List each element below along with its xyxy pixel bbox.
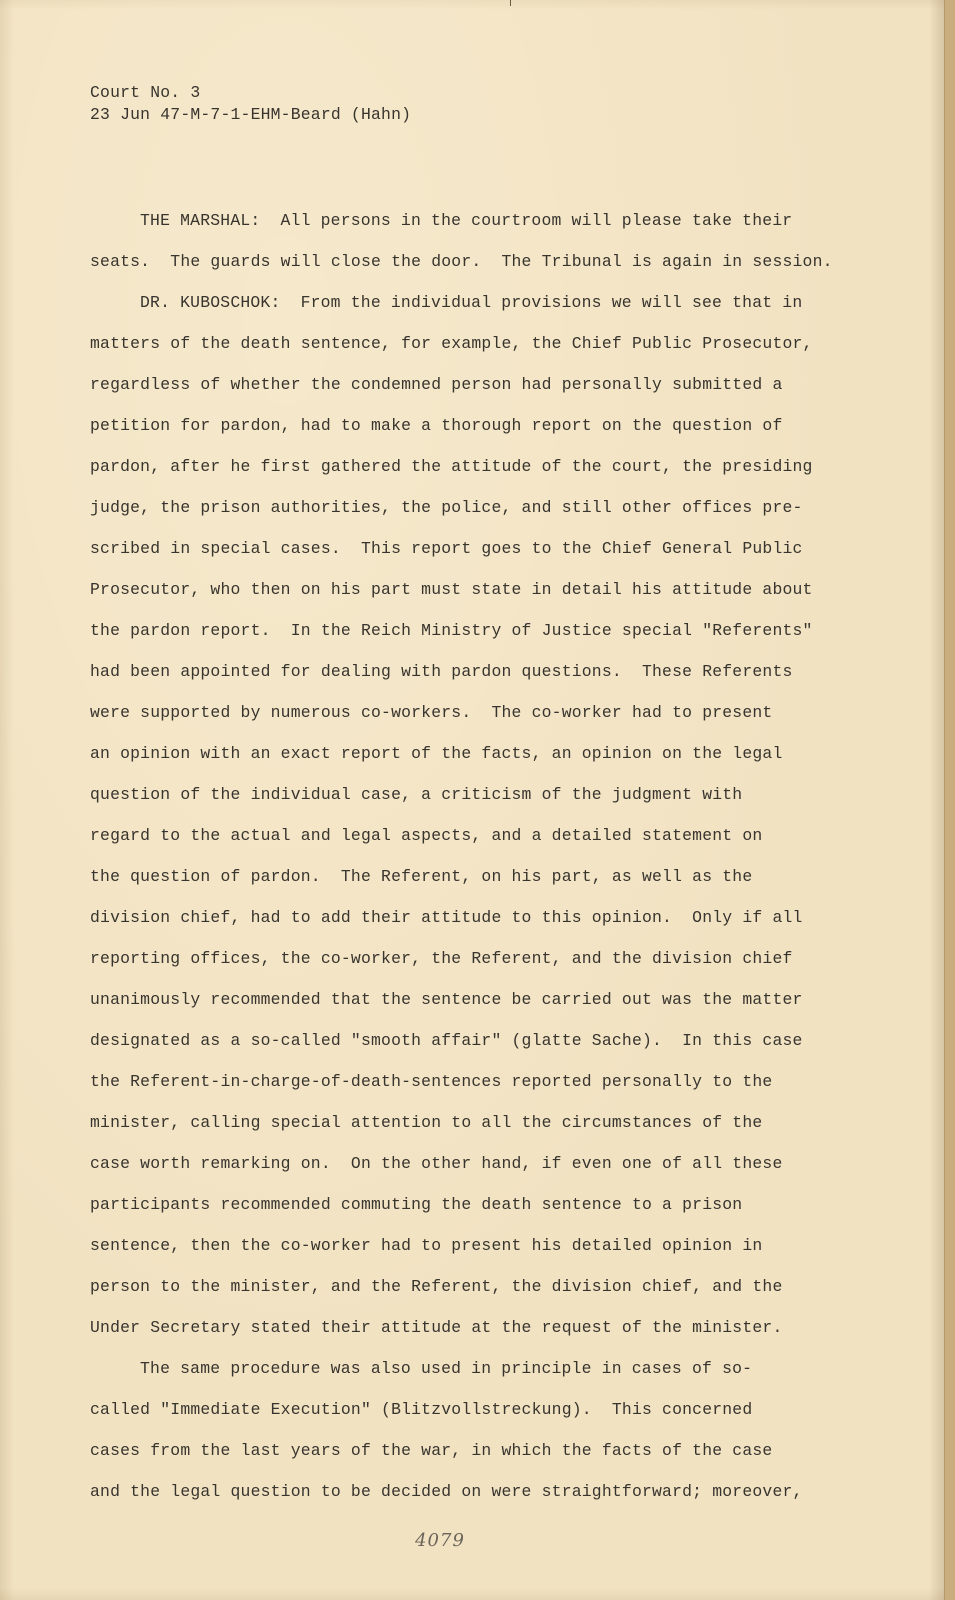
transcript-line: question of the individual case, a criticism of the judgment with (90, 785, 743, 804)
page-edge (944, 0, 955, 1600)
transcript-line: judge, the prison authorities, the police, and still other offices pre- (90, 498, 803, 517)
transcript-line: petition for pardon, had to make a thorough report on the question of (90, 416, 783, 435)
transcript-body (90, 200, 850, 1512)
session-reference: 23 Jun 47-M-7-1-EHM-Beard (Hahn) (90, 105, 412, 124)
transcript-line: the question of pardon. The Referent, on his part, as well as the (90, 867, 753, 886)
transcript-line: sentence, then the co-worker had to present his detailed opinion in (90, 1236, 763, 1255)
transcript-line: THE MARSHAL: All persons in the courtroom will please take their (140, 211, 793, 230)
transcript-line: division chief, had to add their attitude to this opinion. Only if all (90, 908, 803, 927)
transcript-line: participants recommended commuting the death sentence to a prison (90, 1195, 743, 1214)
paper-mark (510, 0, 511, 6)
transcript-line: Prosecutor, who then on his part must state in detail his attitude about (90, 580, 813, 599)
transcript-line: Under Secretary stated their attitude at the request of the minister. (90, 1318, 783, 1337)
court-number: Court No. 3 (90, 83, 201, 102)
transcript-line: an opinion with an exact report of the facts, an opinion on the legal (90, 744, 783, 763)
transcript-line: the pardon report. In the Reich Ministry of Justice special "Referents" (90, 621, 813, 640)
transcript-line: were supported by numerous co-workers. The co-worker had to present (90, 703, 773, 722)
page-number: 4079 (415, 1530, 465, 1551)
transcript-line: cases from the last years of the war, in which the facts of the case (90, 1441, 773, 1460)
transcript-line: The same procedure was also used in principle in cases of so- (140, 1359, 753, 1378)
transcript-line: regard to the actual and legal aspects, and a detailed statement on (90, 826, 763, 845)
transcript-line: pardon, after he first gathered the attitude of the court, the presiding (90, 457, 813, 476)
transcript-line: designated as a so-called "smooth affair" (glatte Sache). In this case (90, 1031, 803, 1050)
transcript-line: had been appointed for dealing with pardon questions. These Referents (90, 662, 793, 681)
transcript-line: DR. KUBOSCHOK: From the individual provisions we will see that in (140, 293, 803, 312)
transcript-line: and the legal question to be decided on were straightforward; moreover, (90, 1482, 803, 1501)
transcript-line: regardless of whether the condemned person had personally submitted a (90, 375, 783, 394)
transcript-line: reporting offices, the co-worker, the Referent, and the division chief (90, 949, 793, 968)
transcript-line: minister, calling special attention to all the circumstances of the (90, 1113, 763, 1132)
document-header (90, 82, 411, 126)
transcript-line: matters of the death sentence, for example, the Chief Public Prosecutor, (90, 334, 813, 353)
transcript-line: person to the minister, and the Referent, the division chief, and the (90, 1277, 783, 1296)
transcript-line: called "Immediate Execution" (Blitzvollstreckung). This concerned (90, 1400, 753, 1419)
transcript-line: the Referent-in-charge-of-death-sentences reported personally to the (90, 1072, 773, 1091)
transcript-line: scribed in special cases. This report goes to the Chief General Public (90, 539, 803, 558)
transcript-line: case worth remarking on. On the other hand, if even one of all these (90, 1154, 783, 1173)
transcript-line: unanimously recommended that the sentence be carried out was the matter (90, 990, 803, 1009)
transcript-line: seats. The guards will close the door. The Tribunal is again in session. (90, 252, 833, 271)
